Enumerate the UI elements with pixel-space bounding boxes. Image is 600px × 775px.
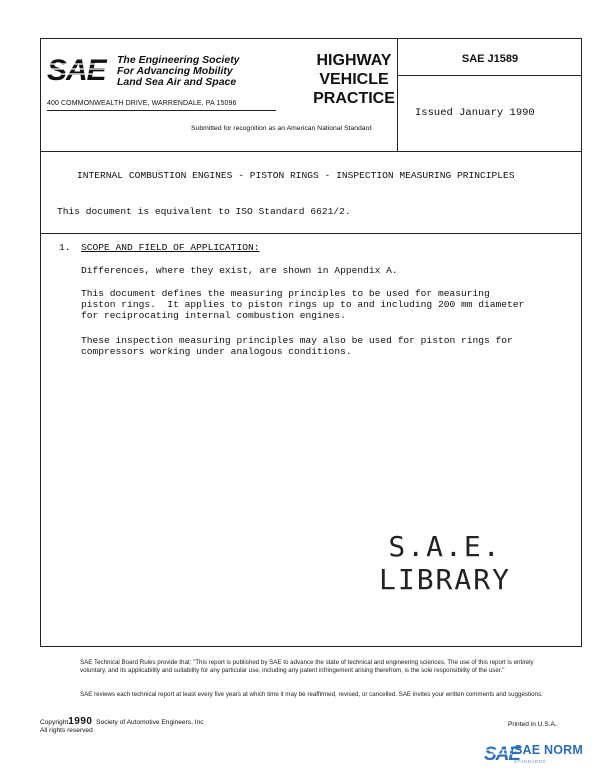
printed-location: Printed in U.S.A. [508,721,557,728]
paragraph-2-line-3: for reciprocating internal combustion engines. [81,310,346,321]
section-title: SCOPE AND FIELD OF APPLICATION: [81,242,260,253]
paragraph-2-line-1: This document defines the measuring principles to be used for measuring [81,288,490,299]
society-name [117,55,240,88]
paragraph-3-line-2: compressors working under analogous conditions. [81,346,352,357]
society-line-3: Land Sea Air and Space [117,76,237,88]
copyright-year: 1990 [68,716,93,727]
document-number: SAE J1589 [461,53,519,65]
rights-reserved: All rights reserved [40,727,93,734]
footer-review-note: SAE reviews each technical report at least every five years at which time it may be reaffirmed, revised, or cancelled. SAE invites your written comments and suggestions. [80,691,543,698]
stamp-line-2: LIBRARY [378,563,511,596]
library-stamp [360,530,530,596]
watermark-subtext: STANDARDS [514,759,546,764]
society-line-1: The Engineering Society [117,54,240,66]
submitted-note: Submitted for recognition as an American National Standard [191,125,372,132]
society-line-2: For Advancing Mobility [117,65,233,77]
practice-line-1: HIGHWAY [316,52,392,69]
copyright-prefix: Copyright [40,719,69,726]
equivalence-note: This document is equivalent to ISO Standard 6621/2. [57,206,351,217]
footer-disclaimer: SAE Technical Board Rules provide that: "This report is published by SAE to advance the state of technical and engineering sciences. The use of this report is entirely voluntary, and its applicability and suitability for any particular use, including any patent infringement arising therefrom, is the sole responsibility of the user." [80,659,534,674]
copyright-owner: Society of Automotive Engineers, Inc [96,719,204,726]
paragraph-3-line-1: These inspection measuring principles may also be used for piston rings for [81,335,513,346]
copyright-block [40,718,204,735]
svg-text:SAE: SAE [484,744,521,765]
watermark-text: SAE NORM [514,743,583,757]
paragraph-2-line-2: piston rings. It applies to piston rings up to and including 200 mm diameter [81,299,525,310]
document-title: INTERNAL COMBUSTION ENGINES - PISTON RINGS - INSPECTION MEASURING PRINCIPLES [77,170,515,181]
sae-logo [47,52,111,86]
header-divider [41,151,581,152]
practice-heading [299,51,409,108]
stamp-line-1: S.A.E. [388,530,502,563]
practice-line-3: PRACTICE [313,90,395,107]
address-underline [47,110,276,111]
paragraph-1: Differences, where they exist, are shown in Appendix A. [81,265,398,276]
practice-line-2: VEHICLE [319,71,389,88]
doc-number-divider [397,75,581,76]
issue-date: Issued January 1990 [415,107,535,119]
watermark-logo-icon [484,742,521,765]
title-divider [41,233,581,234]
society-address: 400 COMMONWEALTH DRIVE, WARRENDALE, PA 15096 [47,100,237,107]
svg-text:SAE: SAE [47,54,106,87]
section-number: 1. [59,242,71,253]
sae-norm-watermark [484,740,596,770]
